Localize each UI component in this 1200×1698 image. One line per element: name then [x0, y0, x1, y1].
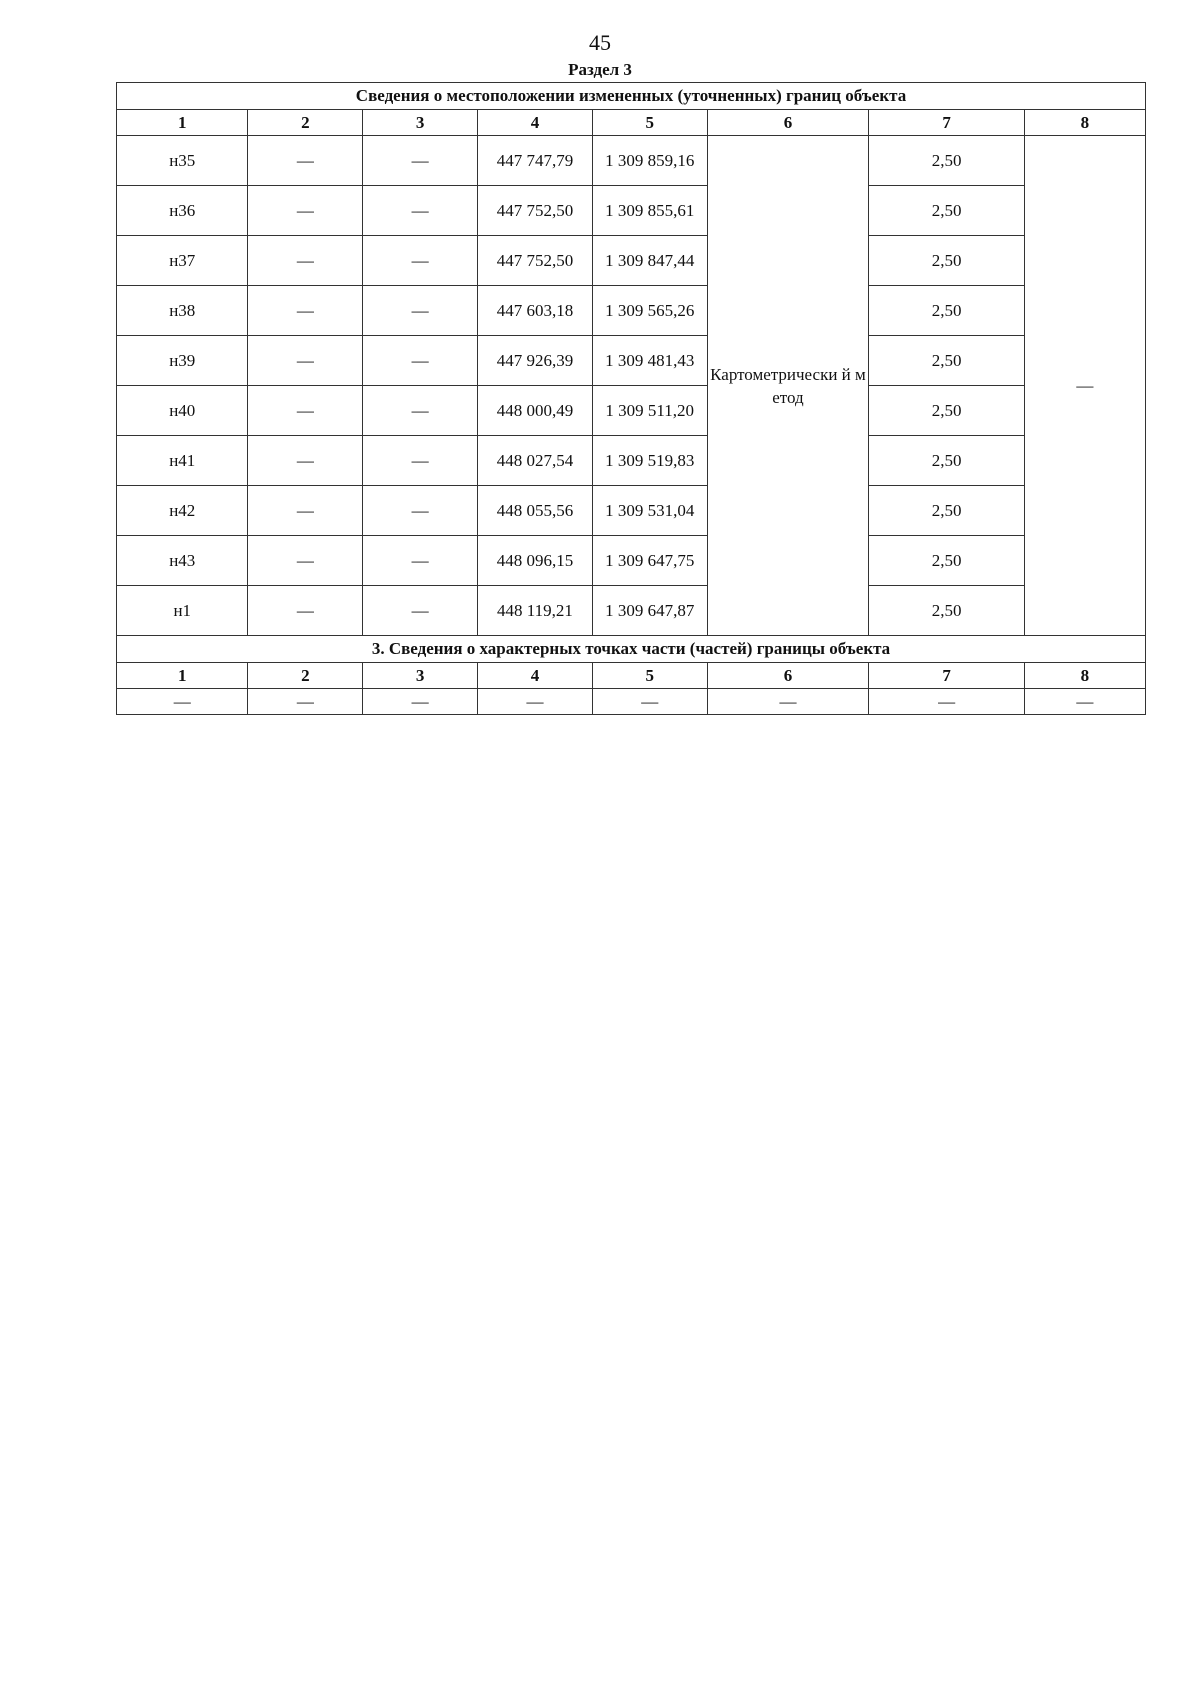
- table-row: [117, 286, 1146, 336]
- y-coordinate: 1 309 647,87: [592, 586, 707, 636]
- table2-empty-row: [117, 689, 1146, 715]
- col3-value: —: [363, 336, 478, 386]
- col3-value: —: [363, 186, 478, 236]
- x-coordinate: 448 000,49: [478, 386, 593, 436]
- column-number: 4: [478, 663, 593, 689]
- column-number: 6: [707, 663, 869, 689]
- x-coordinate: 448 027,54: [478, 436, 593, 486]
- y-coordinate: 1 309 647,75: [592, 536, 707, 586]
- empty-cell: —: [869, 689, 1024, 715]
- y-coordinate: 1 309 531,04: [592, 486, 707, 536]
- column-number: 1: [117, 663, 248, 689]
- table-row: [117, 386, 1146, 436]
- table1-caption-row: [117, 83, 1146, 110]
- column-number: 3: [363, 110, 478, 136]
- column-number: 4: [478, 110, 593, 136]
- empty-cell: —: [707, 689, 869, 715]
- col2-value: —: [248, 286, 363, 336]
- x-coordinate: 448 096,15: [478, 536, 593, 586]
- table2-caption-row: [117, 636, 1146, 663]
- y-coordinate: 1 309 855,61: [592, 186, 707, 236]
- accuracy-value: 2,50: [869, 436, 1024, 486]
- point-name: н1: [117, 586, 248, 636]
- boundary-table: [116, 82, 1146, 715]
- accuracy-value: 2,50: [869, 486, 1024, 536]
- point-name: н40: [117, 386, 248, 436]
- table-row: [117, 236, 1146, 286]
- table-row: [117, 486, 1146, 536]
- column-number: 8: [1024, 663, 1145, 689]
- accuracy-value: 2,50: [869, 336, 1024, 386]
- table-row: [117, 436, 1146, 486]
- col2-value: —: [248, 536, 363, 586]
- col2-value: —: [248, 586, 363, 636]
- x-coordinate: 448 055,56: [478, 486, 593, 536]
- page-number: 45: [589, 30, 611, 55]
- col8-value: —: [1024, 136, 1145, 636]
- x-coordinate: 447 747,79: [478, 136, 593, 186]
- table2-caption: 3. Сведения о характерных точках части (частей) границы объекта: [117, 636, 1146, 663]
- accuracy-value: 2,50: [869, 136, 1024, 186]
- col2-value: —: [248, 136, 363, 186]
- y-coordinate: 1 309 847,44: [592, 236, 707, 286]
- x-coordinate: 447 752,50: [478, 236, 593, 286]
- col3-value: —: [363, 136, 478, 186]
- x-coordinate: 447 603,18: [478, 286, 593, 336]
- col3-value: —: [363, 436, 478, 486]
- empty-cell: —: [248, 689, 363, 715]
- col3-value: —: [363, 236, 478, 286]
- accuracy-value: 2,50: [869, 536, 1024, 586]
- column-number: 3: [363, 663, 478, 689]
- table-row: [117, 536, 1146, 586]
- column-number: 2: [248, 663, 363, 689]
- point-name: н41: [117, 436, 248, 486]
- column-number: 6: [707, 110, 869, 136]
- column-number: 7: [869, 663, 1024, 689]
- col3-value: —: [363, 286, 478, 336]
- y-coordinate: 1 309 481,43: [592, 336, 707, 386]
- empty-cell: —: [117, 689, 248, 715]
- table-row: [117, 336, 1146, 386]
- col2-value: —: [248, 186, 363, 236]
- col3-value: —: [363, 486, 478, 536]
- y-coordinate: 1 309 565,26: [592, 286, 707, 336]
- table2-column-numbers: [117, 663, 1146, 689]
- x-coordinate: 448 119,21: [478, 586, 593, 636]
- col2-value: —: [248, 336, 363, 386]
- y-coordinate: 1 309 519,83: [592, 436, 707, 486]
- column-number: 8: [1024, 110, 1145, 136]
- accuracy-value: 2,50: [869, 236, 1024, 286]
- col2-value: —: [248, 436, 363, 486]
- x-coordinate: 447 926,39: [478, 336, 593, 386]
- table-row: [117, 186, 1146, 236]
- point-name: н35: [117, 136, 248, 186]
- y-coordinate: 1 309 859,16: [592, 136, 707, 186]
- accuracy-value: 2,50: [869, 186, 1024, 236]
- table-row: [117, 136, 1146, 186]
- column-number: 7: [869, 110, 1024, 136]
- col2-value: —: [248, 236, 363, 286]
- column-number: 2: [248, 110, 363, 136]
- table1-column-numbers: [117, 110, 1146, 136]
- empty-cell: —: [363, 689, 478, 715]
- y-coordinate: 1 309 511,20: [592, 386, 707, 436]
- column-number: 5: [592, 110, 707, 136]
- empty-cell: —: [1024, 689, 1145, 715]
- point-name: н42: [117, 486, 248, 536]
- accuracy-value: 2,50: [869, 386, 1024, 436]
- table-row: [117, 586, 1146, 636]
- point-name: н37: [117, 236, 248, 286]
- table1-caption: Сведения о местоположении измененных (уточненных) границ объекта: [117, 83, 1146, 110]
- empty-cell: —: [478, 689, 593, 715]
- column-number: 1: [117, 110, 248, 136]
- x-coordinate: 447 752,50: [478, 186, 593, 236]
- column-number: 5: [592, 663, 707, 689]
- col3-value: —: [363, 386, 478, 436]
- col3-value: —: [363, 586, 478, 636]
- col3-value: —: [363, 536, 478, 586]
- col2-value: —: [248, 486, 363, 536]
- method-cell: Картометрически й метод: [707, 136, 869, 636]
- accuracy-value: 2,50: [869, 586, 1024, 636]
- point-name: н36: [117, 186, 248, 236]
- section-title: Раздел 3: [568, 60, 632, 79]
- point-name: н43: [117, 536, 248, 586]
- point-name: н39: [117, 336, 248, 386]
- empty-cell: —: [592, 689, 707, 715]
- point-name: н38: [117, 286, 248, 336]
- col2-value: —: [248, 386, 363, 436]
- accuracy-value: 2,50: [869, 286, 1024, 336]
